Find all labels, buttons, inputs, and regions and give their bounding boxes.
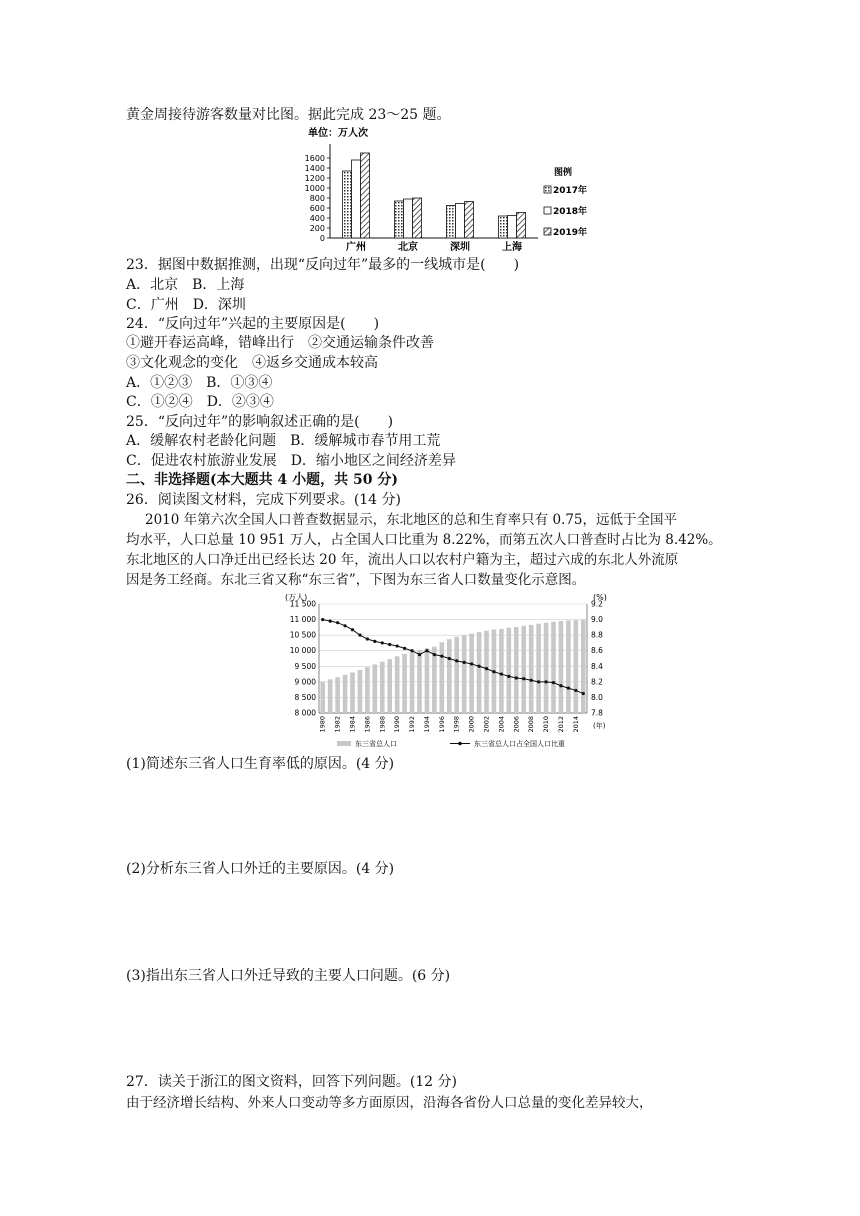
chart2-x-tick-label: 1986 bbox=[363, 716, 372, 733]
q24-options-1: A．①②③ B．①③④ bbox=[126, 375, 273, 391]
intro-line: 黄金周接待游客数量对比图。据此完成 23～25 题。 bbox=[126, 107, 451, 123]
chart2-share-point bbox=[336, 621, 339, 624]
chart1-unit-label: 单位：万人次 bbox=[308, 128, 368, 139]
q23-options-2: C．广州 D．深圳 bbox=[126, 297, 246, 313]
chart2-bar bbox=[484, 631, 489, 713]
chart2-bar bbox=[559, 621, 564, 713]
chart1-y-tick-label: 1400 bbox=[304, 164, 325, 173]
q25-options-1: A．缓解农村老龄化问题 B．缓解城市春节用工荒 bbox=[126, 433, 441, 449]
chart2-bar bbox=[454, 637, 459, 713]
q26-sub1: (1)简述东三省人口生育率低的原因。(4 分) bbox=[126, 756, 395, 772]
chart2-x-tick-label: 1998 bbox=[452, 716, 461, 733]
chart2-left-tick-label: 10 000 bbox=[289, 646, 316, 656]
chart2-bar bbox=[387, 659, 392, 713]
chart2-share-point bbox=[418, 653, 421, 656]
chart2-bar bbox=[514, 627, 519, 713]
chart2-x-tick-label: 2014 bbox=[571, 716, 580, 733]
chart2-x-tick-label: 1996 bbox=[437, 716, 446, 733]
chart2-left-tick-label: 11 000 bbox=[289, 615, 316, 625]
chart2-share-point bbox=[351, 628, 354, 631]
q24-statements-1: ①避开春运高峰，错峰出行 ②交通运输条件改善 bbox=[126, 335, 434, 351]
chart2-share-point bbox=[373, 640, 376, 643]
chart2-bar bbox=[499, 629, 504, 713]
chart2-x-tick-label: 1988 bbox=[378, 716, 387, 733]
q26-paragraph-1: 2010 年第六次全国人口普查数据显示，东北地区的总和生育率只有 0.75，远低于全国平 bbox=[145, 512, 677, 528]
chart2-share-point bbox=[396, 644, 399, 647]
chart2-left-tick-label: 9 000 bbox=[294, 677, 316, 687]
chart2-share-point bbox=[507, 675, 510, 678]
chart2-share-point bbox=[567, 686, 570, 689]
chart2-bar bbox=[462, 635, 467, 713]
chart2-bar bbox=[447, 639, 452, 713]
chart1-bar bbox=[465, 202, 474, 239]
chart2-bar bbox=[343, 675, 348, 713]
chart2-x-tick-label: 2006 bbox=[512, 716, 521, 733]
chart2-bar bbox=[417, 650, 422, 713]
chart2-right-tick-label: 8.6 bbox=[591, 646, 603, 656]
chart2-bar bbox=[373, 664, 378, 713]
chart1-bar bbox=[404, 199, 413, 238]
chart2-share-point bbox=[455, 659, 458, 662]
q24-stem: 24．“反向过年”兴起的主要原因是( ) bbox=[126, 316, 380, 332]
q27-stem: 27．读关于浙江的图文资料，回答下列问题。(12 分) bbox=[126, 1074, 458, 1090]
chart2-x-tick-label: 2010 bbox=[542, 716, 551, 733]
chart2-bar bbox=[440, 642, 445, 713]
chart2-share-point bbox=[440, 655, 443, 658]
chart1-y-tick-label: 1000 bbox=[304, 184, 325, 193]
chart2-x-tick-label: 1982 bbox=[333, 716, 342, 733]
chart2-right-tick-label: 9.2 bbox=[591, 599, 603, 609]
chart2-share-point bbox=[477, 665, 480, 668]
legend-bar-swatch bbox=[337, 741, 351, 746]
chart2-share-point bbox=[321, 618, 324, 621]
chart2-share-point bbox=[470, 662, 473, 665]
chart1-bar bbox=[508, 216, 517, 239]
chart1-bar bbox=[456, 204, 465, 239]
chart2-left-tick-label: 8 500 bbox=[294, 692, 316, 702]
q23-options-1: A．北京 B．上海 bbox=[126, 277, 245, 293]
chart2-right-tick-label: 8.0 bbox=[591, 692, 603, 702]
population-combo-chart bbox=[275, 591, 615, 751]
chart2-bar bbox=[477, 632, 482, 713]
chart2-right-tick-label: 8.4 bbox=[591, 661, 603, 671]
chart2-x-unit: (年) bbox=[593, 722, 606, 730]
q24-statements-2: ③文化观念的变化 ④返乡交通成本较高 bbox=[126, 355, 378, 371]
q26-paragraph-4: 因是务工经商。东北三省又称“东三省”，下图为东三省人口数量变化示意图。 bbox=[126, 572, 586, 588]
chart2-bar bbox=[395, 656, 400, 713]
chart1-bar bbox=[352, 160, 361, 238]
chart1-legend-label: 2017年 bbox=[553, 186, 588, 196]
chart2-bar bbox=[566, 621, 571, 713]
chart2-share-point bbox=[403, 647, 406, 650]
chart2-right-tick-label: 7.8 bbox=[591, 708, 603, 718]
chart1-legend-label: 2019年 bbox=[553, 228, 588, 238]
q26-stem: 26．阅读图文材料，完成下列要求。(14 分) bbox=[126, 492, 402, 508]
legend-line-label: 东三省总人口占全国人口比重 bbox=[474, 740, 565, 748]
chart1-category-label: 广州 bbox=[346, 242, 366, 253]
q25-options-2: C．促进农村旅游业发展 D．缩小地区之间经济差异 bbox=[126, 453, 456, 469]
chart1-legend bbox=[544, 166, 587, 238]
chart1-y-tick-label: 1200 bbox=[304, 174, 325, 183]
chart2-left-unit: (万人) bbox=[285, 593, 308, 602]
q26-paragraph-3: 东北地区的人口净迁出已经长达 20 年，流出人口以农村户籍为主，超过六成的东北人外流原 bbox=[126, 552, 679, 568]
chart2-bar bbox=[507, 628, 512, 713]
chart2-share-point bbox=[537, 680, 540, 683]
chart2-share-point bbox=[463, 661, 466, 664]
chart1-category-label: 上海 bbox=[502, 242, 522, 253]
chart2-bar bbox=[432, 647, 437, 713]
chart2-left-tick-label: 11 500 bbox=[289, 599, 316, 609]
chart1-y-tick-label: 1600 bbox=[304, 154, 325, 163]
chart1-y-tick-label: 400 bbox=[309, 214, 325, 223]
chart1-y-tick-label: 0 bbox=[319, 234, 325, 243]
chart2-bar bbox=[536, 624, 541, 713]
chart2-share-point bbox=[500, 672, 503, 675]
chart2-share-point bbox=[381, 641, 384, 644]
chart2-bar bbox=[380, 662, 385, 713]
chart1-legend-label: 2018年 bbox=[553, 207, 588, 217]
chart2-bar bbox=[544, 623, 549, 713]
chart2-x-tick-label: 1994 bbox=[422, 716, 431, 733]
chart1-category-label: 北京 bbox=[398, 242, 418, 253]
q27-paragraph-1: 由于经济增长结构、外来人口变动等多方面原因，沿海各省份人口总量的变化差异较大， bbox=[126, 1095, 653, 1111]
chart2-x-tick-label: 2004 bbox=[497, 716, 506, 733]
chart2-share-point bbox=[552, 681, 555, 684]
q23-stem: 23．据图中数据推测，出现“反向过年”最多的一线城市是( ) bbox=[126, 257, 520, 273]
chart2-x-tick-label: 1980 bbox=[318, 716, 327, 733]
chart2-share-point bbox=[485, 667, 488, 670]
chart2-legend bbox=[337, 739, 565, 748]
chart1-bars bbox=[343, 153, 526, 238]
chart1-legend-title: 图例 bbox=[554, 168, 573, 178]
chart2-share-point bbox=[582, 692, 585, 695]
q26-sub2: (2)分析东三省人口外迁的主要原因。(4 分) bbox=[126, 861, 395, 877]
q24-options-2: C．①②④ D．②③④ bbox=[126, 394, 274, 410]
chart2-bar bbox=[425, 648, 430, 713]
chart1-bar bbox=[361, 153, 370, 238]
chart2-x-tick-label: 1990 bbox=[393, 716, 402, 733]
chart2-share-point bbox=[329, 620, 332, 623]
chart2-share-point bbox=[433, 653, 436, 656]
chart2-share-point bbox=[425, 649, 428, 652]
chart2-x-tick-label: 2012 bbox=[556, 716, 565, 733]
chart1-bar bbox=[517, 213, 526, 239]
chart2-right-unit: (%) bbox=[593, 593, 607, 602]
chart1-legend-swatch bbox=[544, 228, 551, 235]
chart2-x-tick-label: 1984 bbox=[348, 716, 357, 733]
chart2-bar bbox=[521, 626, 526, 713]
chart2-bar bbox=[320, 682, 325, 713]
chart1-legend-swatch bbox=[544, 186, 551, 193]
chart2-left-tick-label: 8 000 bbox=[294, 708, 316, 718]
chart2-share-point bbox=[530, 679, 533, 682]
chart2-x-tick-label: 2008 bbox=[527, 716, 536, 733]
chart1-category-label: 深圳 bbox=[450, 242, 470, 253]
chart2-x-tick-label: 2000 bbox=[467, 716, 476, 733]
chart2-share-point bbox=[410, 649, 413, 652]
chart1-y-tick-label: 200 bbox=[309, 224, 325, 233]
chart2-bar bbox=[350, 673, 355, 713]
chart2-bar bbox=[335, 677, 340, 713]
section-heading: 二、非选择题(本大题共 4 小题，共 50 分) bbox=[126, 472, 398, 488]
chart2-bar bbox=[365, 667, 370, 713]
chart1-y-tick-label: 600 bbox=[309, 204, 325, 213]
chart2-bar bbox=[358, 670, 363, 713]
chart2-share-point bbox=[574, 689, 577, 692]
chart1-bar bbox=[413, 198, 422, 238]
chart2-bar bbox=[551, 622, 556, 713]
chart2-bar bbox=[529, 625, 534, 713]
chart2-share-point bbox=[559, 684, 562, 687]
chart2-x-tick-label: 1992 bbox=[408, 716, 417, 733]
chart2-share-point bbox=[515, 676, 518, 679]
chart2-share-point bbox=[544, 680, 547, 683]
chart1-y-tick-label: 800 bbox=[309, 194, 325, 203]
chart2-share-point bbox=[448, 657, 451, 660]
chart1-bar bbox=[395, 201, 404, 238]
chart1-bar bbox=[499, 216, 508, 238]
chart2-right-tick-label: 8.2 bbox=[591, 677, 603, 687]
chart2-bar bbox=[581, 620, 586, 713]
chart2-bar bbox=[410, 652, 415, 713]
q26-sub3: (3)指出东三省人口外迁导致的主要人口问题。(6 分) bbox=[126, 968, 451, 984]
chart2-bar bbox=[574, 620, 579, 713]
chart2-share-point bbox=[358, 634, 361, 637]
chart2-share-point bbox=[522, 677, 525, 680]
chart2-bar bbox=[328, 679, 333, 713]
chart2-share-point bbox=[492, 670, 495, 673]
legend-bar-label: 东三省总人口 bbox=[355, 740, 397, 748]
chart2-share-point bbox=[366, 637, 369, 640]
chart2-share-point bbox=[388, 643, 391, 646]
chart2-bar bbox=[469, 634, 474, 713]
tourist-bar-chart bbox=[296, 124, 596, 259]
chart2-left-tick-label: 9 500 bbox=[294, 661, 316, 671]
chart2-bar bbox=[402, 654, 407, 713]
chart2-right-tick-label: 9.0 bbox=[591, 615, 603, 625]
q26-paragraph-2: 均水平，人口总量 10 951 万人，占全国人口比重为 8.22%，而第五次人口普查时占比为 8.42%。 bbox=[126, 532, 722, 548]
chart1-bar bbox=[447, 206, 456, 239]
chart2-right-tick-label: 8.8 bbox=[591, 630, 603, 640]
chart2-share-point bbox=[343, 624, 346, 627]
chart2-x-tick-label: 2002 bbox=[482, 716, 491, 733]
q25-stem: 25．“反向过年”的影响叙述正确的是( ) bbox=[126, 414, 394, 430]
chart1-legend-swatch bbox=[544, 207, 551, 214]
chart1-bar bbox=[343, 171, 352, 238]
legend-line-marker bbox=[458, 742, 462, 746]
chart2-left-tick-label: 10 500 bbox=[289, 630, 316, 640]
